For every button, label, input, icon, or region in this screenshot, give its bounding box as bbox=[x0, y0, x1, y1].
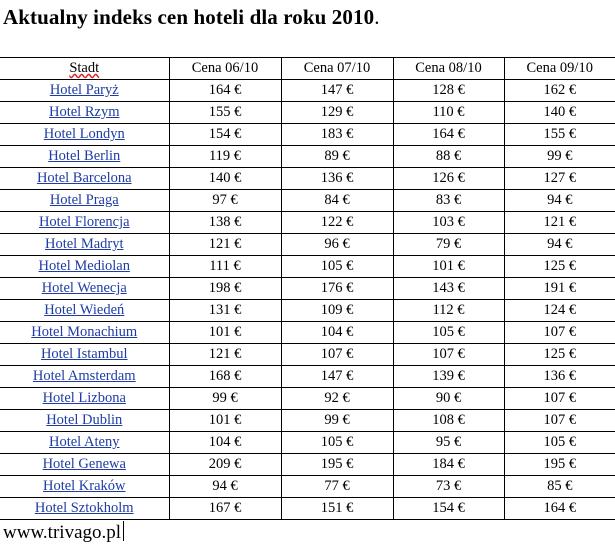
price-cell: 131 € bbox=[169, 300, 281, 322]
price-cell: 143 € bbox=[393, 278, 504, 300]
hotel-name-cell bbox=[0, 322, 169, 344]
hotel-link[interactable]: Hotel Praga bbox=[49, 192, 119, 208]
price-cell: 191 € bbox=[504, 278, 615, 300]
price-cell: 140 € bbox=[504, 102, 615, 124]
table-row bbox=[0, 168, 615, 190]
hotel-name-cell bbox=[0, 102, 169, 124]
price-cell: 103 € bbox=[393, 212, 504, 234]
price-cell: 136 € bbox=[281, 168, 393, 190]
price-cell: 162 € bbox=[504, 80, 615, 102]
price-cell: 154 € bbox=[393, 498, 504, 520]
price-cell: 108 € bbox=[393, 410, 504, 432]
price-cell: 140 € bbox=[169, 168, 281, 190]
price-cell: 183 € bbox=[281, 124, 393, 146]
price-cell: 73 € bbox=[393, 476, 504, 498]
hotel-link[interactable]: Hotel Rzym bbox=[49, 104, 120, 120]
price-cell: 195 € bbox=[504, 454, 615, 476]
table-row bbox=[0, 476, 615, 498]
price-cell: 164 € bbox=[504, 498, 615, 520]
footer-url-text: www.trivago.pl bbox=[3, 522, 122, 543]
table-row bbox=[0, 256, 615, 278]
footer-url bbox=[3, 521, 124, 544]
hotel-link[interactable]: Hotel Kraków bbox=[42, 478, 126, 494]
price-cell: 139 € bbox=[393, 366, 504, 388]
price-cell: 109 € bbox=[281, 300, 393, 322]
price-cell: 107 € bbox=[504, 322, 615, 344]
hotel-link[interactable]: Hotel Sztokholm bbox=[34, 500, 134, 516]
price-cell: 96 € bbox=[281, 234, 393, 256]
table-row bbox=[0, 388, 615, 410]
price-cell: 198 € bbox=[169, 278, 281, 300]
hotel-link[interactable]: Hotel Wiedeń bbox=[44, 302, 125, 318]
table-row bbox=[0, 432, 615, 454]
hotel-name-cell bbox=[0, 388, 169, 410]
hotel-link[interactable]: Hotel Florencja bbox=[38, 214, 130, 230]
price-cell: 147 € bbox=[281, 366, 393, 388]
price-cell: 85 € bbox=[504, 476, 615, 498]
hotel-link[interactable]: Hotel Monachium bbox=[31, 324, 138, 340]
table-row bbox=[0, 190, 615, 212]
price-cell: 105 € bbox=[281, 432, 393, 454]
price-cell: 92 € bbox=[281, 388, 393, 410]
column-header-price-06: Cena 06/10 bbox=[169, 58, 281, 80]
column-header-stadt-text: Stadt bbox=[69, 60, 100, 76]
hotel-name-cell bbox=[0, 432, 169, 454]
price-cell: 89 € bbox=[281, 146, 393, 168]
hotel-name-cell bbox=[0, 256, 169, 278]
table-row bbox=[0, 300, 615, 322]
price-cell: 121 € bbox=[169, 344, 281, 366]
price-cell: 99 € bbox=[281, 410, 393, 432]
price-cell: 129 € bbox=[281, 102, 393, 124]
price-cell: 125 € bbox=[504, 344, 615, 366]
hotel-name-cell bbox=[0, 410, 169, 432]
hotel-link[interactable]: Hotel Istambul bbox=[40, 346, 128, 362]
page-title-text: Aktualny indeks cen hoteli dla roku 2010 bbox=[3, 5, 375, 29]
hotel-name-cell bbox=[0, 124, 169, 146]
table-header-row bbox=[0, 58, 615, 80]
page-title bbox=[3, 5, 380, 30]
price-cell: 107 € bbox=[393, 344, 504, 366]
price-cell: 90 € bbox=[393, 388, 504, 410]
price-cell: 184 € bbox=[393, 454, 504, 476]
hotel-name-cell bbox=[0, 454, 169, 476]
hotel-link[interactable]: Hotel Amsterdam bbox=[32, 368, 136, 384]
price-cell: 84 € bbox=[281, 190, 393, 212]
table-body bbox=[0, 80, 615, 520]
price-cell: 119 € bbox=[169, 146, 281, 168]
price-cell: 167 € bbox=[169, 498, 281, 520]
table-row bbox=[0, 234, 615, 256]
hotel-name-cell bbox=[0, 476, 169, 498]
hotel-name-cell bbox=[0, 278, 169, 300]
column-header-stadt bbox=[0, 58, 169, 80]
price-cell: 104 € bbox=[169, 432, 281, 454]
hotel-link[interactable]: Hotel Mediolan bbox=[38, 258, 130, 274]
price-cell: 107 € bbox=[504, 388, 615, 410]
price-cell: 195 € bbox=[281, 454, 393, 476]
price-cell: 77 € bbox=[281, 476, 393, 498]
hotel-link[interactable]: Hotel Ateny bbox=[49, 434, 120, 450]
price-cell: 209 € bbox=[169, 454, 281, 476]
price-cell: 83 € bbox=[393, 190, 504, 212]
hotel-link[interactable]: Hotel Dublin bbox=[46, 412, 123, 428]
price-cell: 111 € bbox=[169, 256, 281, 278]
price-cell: 101 € bbox=[393, 256, 504, 278]
price-cell: 105 € bbox=[504, 432, 615, 454]
price-cell: 101 € bbox=[169, 410, 281, 432]
price-cell: 112 € bbox=[393, 300, 504, 322]
hotel-price-table bbox=[0, 57, 615, 520]
hotel-name-cell bbox=[0, 168, 169, 190]
price-cell: 95 € bbox=[393, 432, 504, 454]
price-cell: 128 € bbox=[393, 80, 504, 102]
price-cell: 110 € bbox=[393, 102, 504, 124]
price-cell: 105 € bbox=[281, 256, 393, 278]
price-cell: 138 € bbox=[169, 212, 281, 234]
price-cell: 94 € bbox=[169, 476, 281, 498]
table-row bbox=[0, 278, 615, 300]
price-cell: 107 € bbox=[281, 344, 393, 366]
table-row bbox=[0, 366, 615, 388]
price-cell: 94 € bbox=[504, 190, 615, 212]
table-row bbox=[0, 212, 615, 234]
price-cell: 164 € bbox=[169, 80, 281, 102]
price-cell: 88 € bbox=[393, 146, 504, 168]
hotel-link[interactable]: Hotel Madryt bbox=[44, 236, 124, 252]
table-row bbox=[0, 322, 615, 344]
table-row bbox=[0, 102, 615, 124]
price-cell: 126 € bbox=[393, 168, 504, 190]
table-row bbox=[0, 344, 615, 366]
hotel-name-cell bbox=[0, 366, 169, 388]
hotel-name-cell bbox=[0, 234, 169, 256]
price-cell: 168 € bbox=[169, 366, 281, 388]
price-cell: 164 € bbox=[393, 124, 504, 146]
price-cell: 136 € bbox=[504, 366, 615, 388]
price-cell: 104 € bbox=[281, 322, 393, 344]
text-cursor bbox=[123, 521, 124, 541]
hotel-name-cell bbox=[0, 190, 169, 212]
price-cell: 105 € bbox=[393, 322, 504, 344]
hotel-name-cell bbox=[0, 146, 169, 168]
price-cell: 154 € bbox=[169, 124, 281, 146]
hotel-name-cell bbox=[0, 498, 169, 520]
hotel-link[interactable]: Hotel Wenecja bbox=[41, 280, 127, 296]
price-cell: 176 € bbox=[281, 278, 393, 300]
table-row bbox=[0, 124, 615, 146]
table-row bbox=[0, 454, 615, 476]
price-cell: 147 € bbox=[281, 80, 393, 102]
price-cell: 155 € bbox=[169, 102, 281, 124]
price-cell: 97 € bbox=[169, 190, 281, 212]
price-cell: 94 € bbox=[504, 234, 615, 256]
price-cell: 107 € bbox=[504, 410, 615, 432]
price-cell: 127 € bbox=[504, 168, 615, 190]
hotel-name-cell bbox=[0, 80, 169, 102]
price-cell: 99 € bbox=[169, 388, 281, 410]
price-cell: 151 € bbox=[281, 498, 393, 520]
price-cell: 124 € bbox=[504, 300, 615, 322]
hotel-name-cell bbox=[0, 344, 169, 366]
price-cell: 99 € bbox=[504, 146, 615, 168]
column-header-price-07: Cena 07/10 bbox=[281, 58, 393, 80]
price-cell: 155 € bbox=[504, 124, 615, 146]
column-header-price-08: Cena 08/10 bbox=[393, 58, 504, 80]
table-row bbox=[0, 410, 615, 432]
hotel-link[interactable]: Hotel Berlin bbox=[48, 148, 121, 164]
hotel-link[interactable]: Hotel Genewa bbox=[42, 456, 126, 472]
table-row bbox=[0, 146, 615, 168]
price-cell: 79 € bbox=[393, 234, 504, 256]
hotel-link[interactable]: Hotel Barcelona bbox=[36, 170, 132, 186]
hotel-name-cell bbox=[0, 212, 169, 234]
price-cell: 121 € bbox=[504, 212, 615, 234]
table-row bbox=[0, 80, 615, 102]
hotel-link[interactable]: Hotel Londyn bbox=[43, 126, 125, 142]
price-cell: 101 € bbox=[169, 322, 281, 344]
price-cell: 125 € bbox=[504, 256, 615, 278]
table-row bbox=[0, 498, 615, 520]
column-header-price-09: Cena 09/10 bbox=[504, 58, 615, 80]
page-title-period: . bbox=[374, 5, 380, 29]
price-cell: 122 € bbox=[281, 212, 393, 234]
price-cell: 121 € bbox=[169, 234, 281, 256]
hotel-link[interactable]: Hotel Lizbona bbox=[42, 390, 126, 406]
hotel-link[interactable]: Hotel Paryż bbox=[49, 82, 119, 98]
hotel-name-cell bbox=[0, 300, 169, 322]
